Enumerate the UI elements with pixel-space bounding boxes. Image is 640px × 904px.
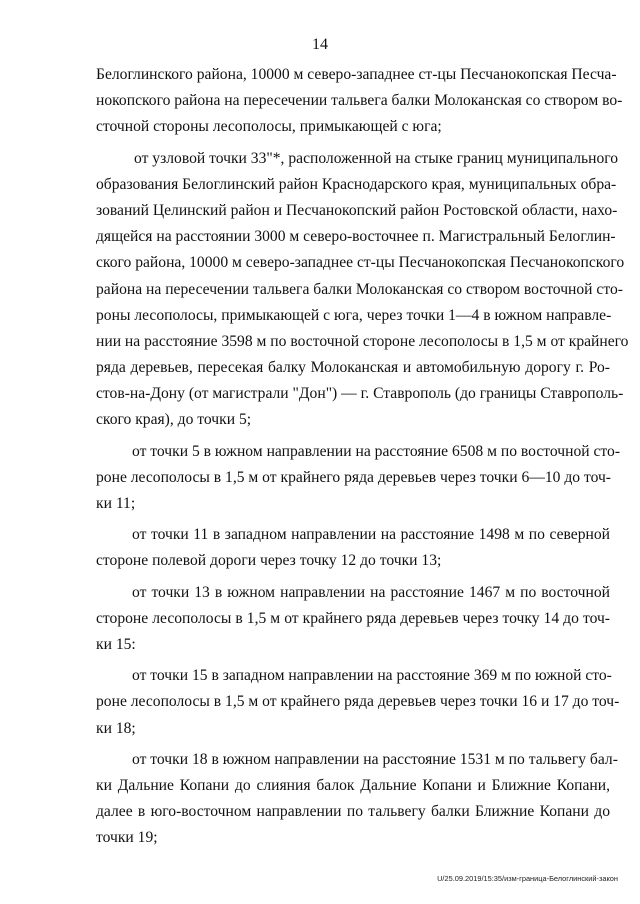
text-line: ки 18; (96, 719, 136, 737)
text-line: от точки 18 в южном направлении на расстояние 1531 м по тальвегу бал- (132, 750, 618, 768)
paragraph (96, 747, 618, 852)
text-line: района на пересечении тальвега балки Молоканская со створом восточной сто- (96, 280, 623, 298)
footer-file-stamp: U/25.09.2019/15:35/изм-граница-Белоглинский-закон (437, 874, 618, 883)
paragraph (96, 663, 620, 742)
text-line: далее в юго-восточном направлении по тальвегу балки Ближние Копани до (96, 803, 610, 821)
page-number: 14 (312, 36, 328, 53)
text-line: зований Целинский район и Песчанокопский район Ростовской области, нахо- (96, 201, 618, 219)
document-body (96, 62, 629, 851)
text-line: Белоглинского района, 10000 м северо-западнее ст-цы Песчанокопская Песча- (96, 66, 617, 83)
text-line: от точки 5 в южном направлении на расстояние 6508 м по восточной сто- (132, 442, 621, 460)
text-line: роне лесополосы в 1,5 м от крайнего ряда деревьев через точки 16 и 17 до точ- (96, 693, 620, 711)
text-line: роне лесополосы в 1,5 м от крайнего ряда деревьев через точки 6—10 до точ- (96, 468, 611, 486)
text-line: ского края), до точки 5; (96, 411, 252, 429)
text-line: ки 11; (96, 495, 136, 512)
paragraph (96, 146, 629, 434)
paragraph (96, 62, 623, 141)
text-line: нокопского района на пересечении тальвега балки Молоканская со створом во- (96, 92, 623, 110)
paragraph (96, 522, 610, 574)
text-line: от точки 15 в западном направлении на расстояние 369 м по южной сто- (132, 667, 612, 685)
paragraph (96, 439, 621, 518)
paragraph (96, 580, 610, 659)
text-line: стороне полевой дороги через точку 12 до точки 13; (96, 552, 442, 570)
text-line: от точки 13 в южном направлении на расстояние 1467 м по восточной (132, 583, 610, 601)
text-line: стороне лесополосы в 1,5 м от крайнего ряда деревьев через точку 14 до точ- (96, 609, 610, 627)
text-line: сточной стороны лесополосы, примыкающей с юга; (96, 118, 442, 136)
text-line: роны лесополосы, примыкающей с юга, через точки 1—4 в южном направле- (96, 306, 612, 324)
text-line: точки 19; (96, 829, 158, 847)
text-line: стов-на-Дону (от магистрали "Дон") — г. Ставрополь (до границы Ставрополь- (96, 385, 624, 403)
text-line: ского района, 10000 м северо-западнее ст-цы Песчанокопская Песчанокопского (96, 254, 625, 272)
text-line: ряда деревьев, пересекая балку Молоканская и автомобильную дорогу г. Ро- (96, 359, 610, 377)
text-line: нии на расстояние 3598 м по восточной стороне лесополосы в 1,5 м от крайнего (96, 332, 629, 350)
text-line: от точки 11 в западном направлении на расстояние 1498 м по северной (132, 526, 610, 544)
text-line: ки Дальние Копани до слияния балок Дальние Копани и Ближние Копани, (96, 776, 610, 794)
text-line: образования Белоглинский район Краснодарского края, муниципальных обра- (96, 175, 617, 193)
text-line: дящейся на расстоянии 3000 м северо-восточнее п. Магистральный Белоглин- (96, 228, 616, 246)
text-line: от узловой точки 33"*, расположенной на стыке границ муниципального (134, 149, 619, 167)
text-line: ки 15: (96, 635, 136, 653)
